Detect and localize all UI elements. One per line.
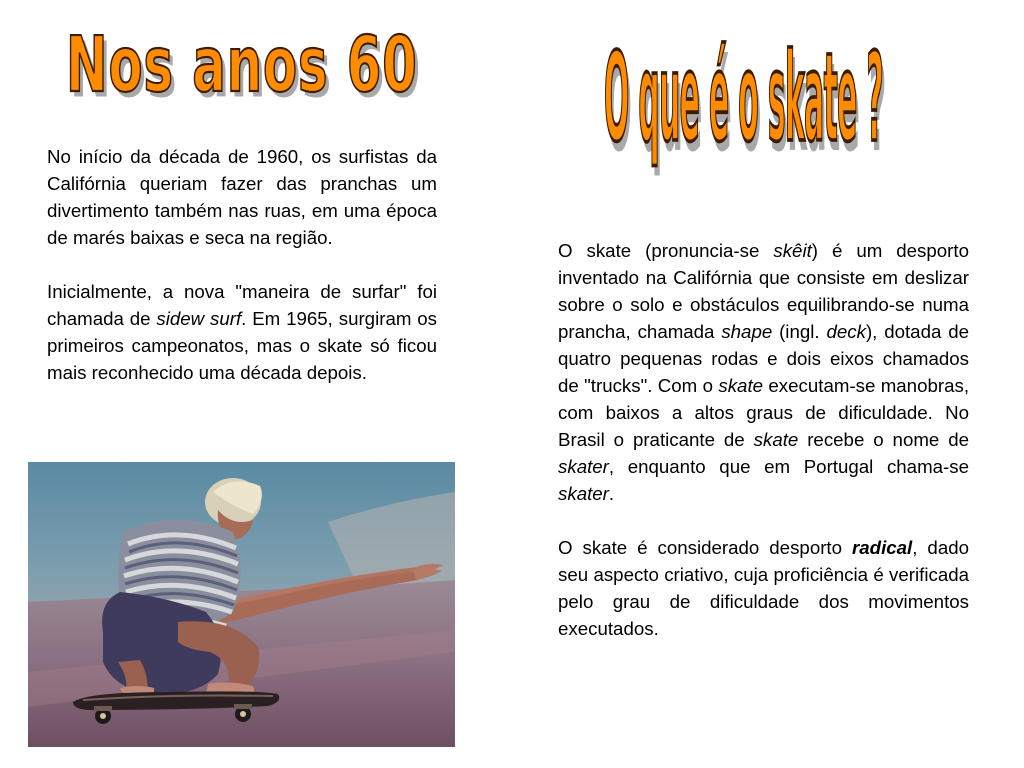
history-paragraph-1: No início da década de 1960, os surfistas da Califórnia queriam fazer das pranchas um divertimento também nas ruas, em uma época de marés baixas e seca na região.	[47, 146, 437, 248]
right-text-column	[558, 237, 969, 642]
left-text-column	[47, 143, 437, 386]
radical-sport-paragraph: O skate é considerado desporto radical, dado seu aspecto criativo, cuja proficiência é verificada pelo grau de dificuldade dos movimentos executados.	[558, 537, 970, 639]
title-nos-anos-60: Nos anos 60	[66, 19, 418, 110]
history-paragraph-2: Inicialmente, a nova "maneira de surfar" foi chamada de sidew surf. Em 1965, surgiram os primeiros campeonatos, mas o skate só ficou mais reconhecido uma década depois.	[47, 281, 438, 383]
skater-photo	[28, 462, 455, 747]
skate-definition-paragraph: O skate (pronuncia-se skêit) é um desporto inventado na Califórnia que consiste em deslizar sobre o solo e obstáculos equilibrando-se numa prancha, chamada shape (ingl. deck), dotada de quatro pequenas rodas e dois eixos chamados de "trucks". Com o skate executam-se manobras, com baixos a altos graus de dificuldade. No Brasil o praticante de skate recebe o nome de skater, enquanto que em Portugal chama-se skater.	[558, 240, 970, 504]
sidew-surf-term: sidew surf	[156, 308, 242, 329]
radical-term: radical	[852, 537, 913, 558]
title-o-que-e-o-skate: O que é o skate ?	[604, 27, 884, 171]
